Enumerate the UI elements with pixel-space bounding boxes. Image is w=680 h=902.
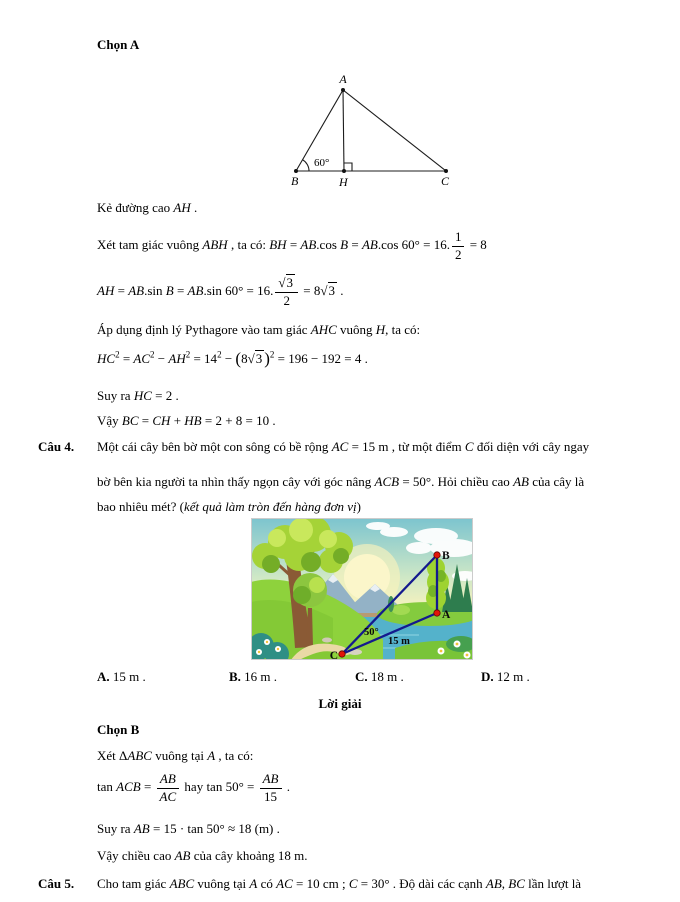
question-4-line-3: bao nhiêu mét? (kết quả làm tròn đến hàng đơn vị) bbox=[97, 499, 362, 514]
line-suy-ra-ab: Suy ra AB = 15 · tan 50° ≈ 18 (m) . bbox=[97, 821, 280, 836]
question-4-line-2: bờ bên kia người ta nhìn thấy ngọn cây với góc nâng ACB = 50°. Hỏi chiều cao AB của cây là bbox=[97, 474, 585, 489]
answer-c-key: C. bbox=[355, 669, 368, 684]
question-4-label: Câu 4. bbox=[38, 439, 75, 454]
line-suy-ra-hc: Suy ra HC = 2 . bbox=[97, 388, 179, 403]
small-tree-highlight bbox=[309, 577, 325, 593]
answer-b-key: B. bbox=[229, 669, 241, 684]
chon-b-heading: Chọn B bbox=[97, 722, 140, 737]
scene-a-label: A bbox=[442, 609, 451, 621]
answer-c bbox=[355, 668, 404, 685]
island-shrub bbox=[392, 605, 410, 615]
vertex-b-label: B bbox=[291, 174, 299, 188]
scene-distance-label: 15 m bbox=[388, 636, 410, 647]
answer-d bbox=[481, 668, 530, 685]
formula-tan-acb: tan ACB = $\frac{AB}{AC}$ hay tan 50° = $\frac{AB}{15}$ . bbox=[97, 771, 290, 804]
answer-b bbox=[229, 668, 277, 685]
altitude-ah-line bbox=[343, 90, 344, 171]
answer-c-text: 18 m . bbox=[367, 669, 404, 684]
formula-hc2: $HC^2 = AC^2 - AH^2 = 14^2 - (8√3$ )$^2$ = 196 − 192 = 4 . bbox=[97, 349, 368, 368]
chon-a-heading: Chọn A bbox=[97, 37, 140, 52]
question-5-label: Câu 5. bbox=[38, 876, 75, 891]
answer-a-text: 15 m . bbox=[109, 669, 146, 684]
line-ke-duong-cao: Kẻ đường cao AH . bbox=[97, 200, 198, 215]
river-scene-illustration bbox=[251, 518, 473, 660]
line-ap-dung-pythagore: Áp dụng định lý Pythagore vào tam giác AHC vuông H, ta có: bbox=[97, 322, 421, 337]
triangle-diagram bbox=[283, 70, 463, 192]
question-5-line-1: Cho tam giác ABC vuông tại A có AC = 10 cm ; C = 30° . Độ dài các cạnh AB, BC lần lượt là bbox=[97, 876, 582, 891]
angle-b-label: 60° bbox=[314, 157, 330, 169]
formula-bh: Xét tam giác vuông ABH , ta có: BH = AB.cos B = AB.cos 60° = 16. $\frac{1}{2}$ = 8 bbox=[97, 229, 487, 262]
answer-a bbox=[97, 668, 146, 685]
vertex-h-label: H bbox=[339, 175, 348, 189]
question-4-line-1: Một cái cây bên bờ một con sông có bề rộng AC = 15 m , từ một điểm C đối diện với cây ngay bbox=[97, 439, 590, 454]
vertex-c-label: C bbox=[441, 174, 450, 188]
scene-c-label: C bbox=[329, 650, 338, 660]
vertex-a-label: A bbox=[339, 72, 347, 86]
answer-d-text: 12 m . bbox=[493, 669, 530, 684]
line-xet-abc: Xét ΔABC vuông tại A , ta có: bbox=[97, 748, 254, 763]
answer-b-text: 16 m . bbox=[240, 669, 278, 684]
stone-2 bbox=[322, 638, 332, 643]
answer-d-key: D. bbox=[481, 669, 494, 684]
scene-b-label: B bbox=[442, 550, 450, 562]
formula-ah: AH = AB.sin B = AB.sin 60° = 16. $\frac{√3}{2}$ = 8√3 . bbox=[97, 275, 344, 308]
line-vay-chieu-cao: Vậy chiều cao AB của cây khoảng 18 m. bbox=[97, 848, 308, 863]
scene-angle-label: 50° bbox=[364, 627, 379, 638]
small-tree-shade bbox=[293, 586, 311, 604]
line-vay-bc: Vậy BC = CH + HB = 2 + 8 = 10 . bbox=[97, 413, 276, 428]
angle-b-arc bbox=[303, 160, 310, 171]
answer-a-key: A. bbox=[97, 669, 110, 684]
loi-giai-heading: Lời giải bbox=[318, 696, 362, 711]
